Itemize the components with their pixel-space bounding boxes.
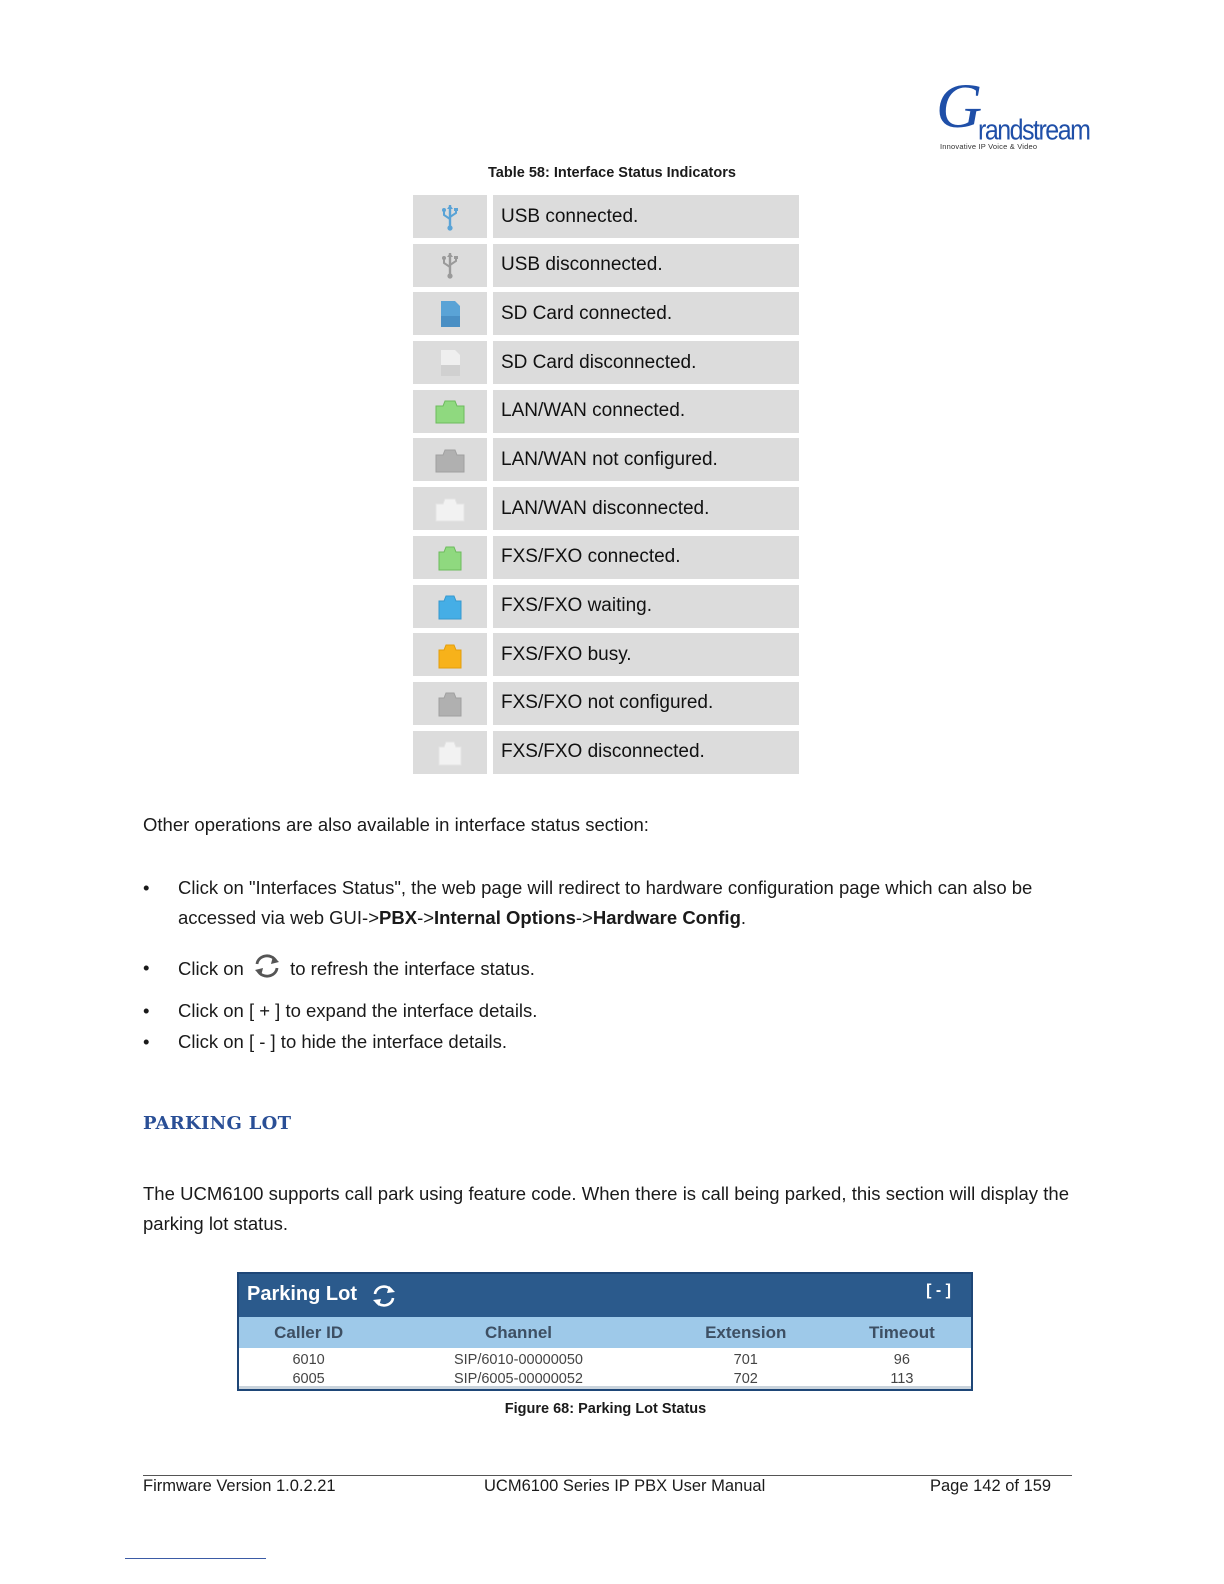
fxs-fxo-connected-icon — [435, 542, 465, 572]
bullet-text: Click on [ - ] to hide the interface details. — [178, 1031, 508, 1052]
table-caption: Table 58: Interface Status Indicators — [488, 165, 736, 181]
table-header — [239, 1317, 971, 1348]
interface-status-table — [413, 195, 799, 779]
lan-wan-not-configured-icon — [435, 445, 465, 475]
status-label: FXS/FXO not configured. — [493, 682, 799, 725]
bullet-dot: • — [143, 877, 150, 898]
sd-card-connected-icon — [435, 299, 465, 329]
status-label: FXS/FXO disconnected. — [493, 731, 799, 774]
status-label: LAN/WAN connected. — [493, 390, 799, 433]
table-row — [413, 438, 799, 481]
intro-paragraph: Other operations are also available in interface status section: — [143, 814, 649, 835]
column-header[interactable]: Timeout — [868, 1322, 935, 1342]
status-label: LAN/WAN not configured. — [493, 438, 799, 481]
parking-paragraph: The UCM6100 supports call park using feature code. When there is call being parked, this section will display the parking lot status. — [143, 1183, 1069, 1234]
timeout-cell: 113 — [890, 1370, 914, 1387]
panel-bottom-edge — [239, 1386, 971, 1389]
extension-cell: 701 — [733, 1351, 758, 1368]
bullet-text: Click on "Interfaces Status", the web page will redirect to hardware configuration page which can also be accessed via web GUI->PBX->Internal Options->Hardware Config. — [178, 877, 1033, 928]
status-label: USB connected. — [493, 195, 799, 238]
footer-divider — [143, 1475, 1072, 1476]
footnote-rule — [125, 1558, 266, 1559]
list-item — [143, 873, 1069, 933]
status-label: FXS/FXO connected. — [493, 536, 799, 579]
table-row — [413, 536, 799, 579]
status-label: USB disconnected. — [493, 244, 799, 287]
table-row — [413, 633, 799, 676]
bullet-dot: • — [143, 957, 150, 978]
status-label: SD Card connected. — [493, 292, 799, 335]
column-header[interactable]: Extension — [705, 1322, 787, 1342]
logo-word: randstream — [978, 114, 1090, 147]
table-row — [413, 682, 799, 725]
table-row — [413, 292, 799, 335]
table-row — [413, 390, 799, 433]
status-label: SD Card disconnected. — [493, 341, 799, 384]
icon-cell — [413, 292, 487, 335]
extension-cell: 702 — [733, 1370, 758, 1387]
footer-firmware: Firmware Version 1.0.2.21 — [143, 1477, 336, 1495]
icon-cell — [413, 585, 487, 628]
section-title: PARKING LOT — [143, 1113, 292, 1134]
column-header[interactable]: Caller ID — [274, 1322, 344, 1342]
channel-cell: SIP/6010-00000050 — [453, 1351, 583, 1368]
bullet-text: Click on to refresh the interface status. — [178, 953, 1069, 984]
icon-cell — [413, 195, 487, 238]
caller-id-cell: 6005 — [292, 1370, 325, 1387]
icon-cell — [413, 682, 487, 725]
bullet-dot: • — [143, 1000, 150, 1021]
fxs-fxo-waiting-icon — [435, 591, 465, 621]
table-body — [239, 1348, 971, 1388]
lan-wan-disconnected-icon — [435, 494, 465, 524]
table-row — [413, 487, 799, 530]
icon-cell — [413, 244, 487, 287]
logo-mark: G — [936, 70, 983, 141]
panel-title: Parking Lot — [247, 1283, 358, 1305]
icon-cell — [413, 536, 487, 579]
refresh-icon[interactable] — [251, 953, 283, 979]
refresh-icon[interactable] — [371, 1284, 397, 1308]
status-label: LAN/WAN disconnected. — [493, 487, 799, 530]
icon-cell — [413, 487, 487, 530]
table-row — [239, 1350, 971, 1369]
channel-cell: SIP/6005-00000052 — [453, 1370, 583, 1387]
bullet-text: Click on [ + ] to expand the interface details. — [178, 1000, 538, 1021]
table-row — [413, 244, 799, 287]
panel-header — [239, 1274, 971, 1317]
table-row — [413, 731, 799, 774]
icon-cell — [413, 633, 487, 676]
usb-connected-icon — [435, 202, 465, 232]
icon-cell — [413, 390, 487, 433]
fxs-fxo-busy-icon — [435, 640, 465, 670]
fxs-fxo-disconnected-icon — [435, 737, 465, 767]
parking-lot-panel — [237, 1272, 973, 1391]
table-row — [413, 341, 799, 384]
lan-wan-connected-icon — [435, 396, 465, 426]
fxs-fxo-not-configured-icon — [435, 688, 465, 718]
table-row — [413, 195, 799, 238]
collapse-button[interactable]: [ - ] — [926, 1282, 951, 1299]
footer-title: UCM6100 Series IP PBX User Manual — [484, 1477, 766, 1495]
table-row — [413, 585, 799, 628]
footer-page-number: Page 142 of 159 — [930, 1477, 1052, 1495]
caller-id-cell: 6010 — [292, 1351, 325, 1368]
status-label: FXS/FXO busy. — [493, 633, 799, 676]
icon-cell — [413, 731, 487, 774]
bullet-dot: • — [143, 1031, 150, 1052]
logo-tagline: Innovative IP Voice & Video — [940, 142, 1038, 151]
timeout-cell: 96 — [893, 1351, 910, 1368]
icon-cell — [413, 438, 487, 481]
status-label: FXS/FXO waiting. — [493, 585, 799, 628]
icon-cell — [413, 341, 487, 384]
usb-disconnected-icon — [435, 250, 465, 280]
sd-card-disconnected-icon — [435, 348, 465, 378]
column-header[interactable]: Channel — [484, 1322, 552, 1342]
figure-caption: Figure 68: Parking Lot Status — [504, 1401, 707, 1417]
grandstream-logo — [936, 70, 1090, 152]
